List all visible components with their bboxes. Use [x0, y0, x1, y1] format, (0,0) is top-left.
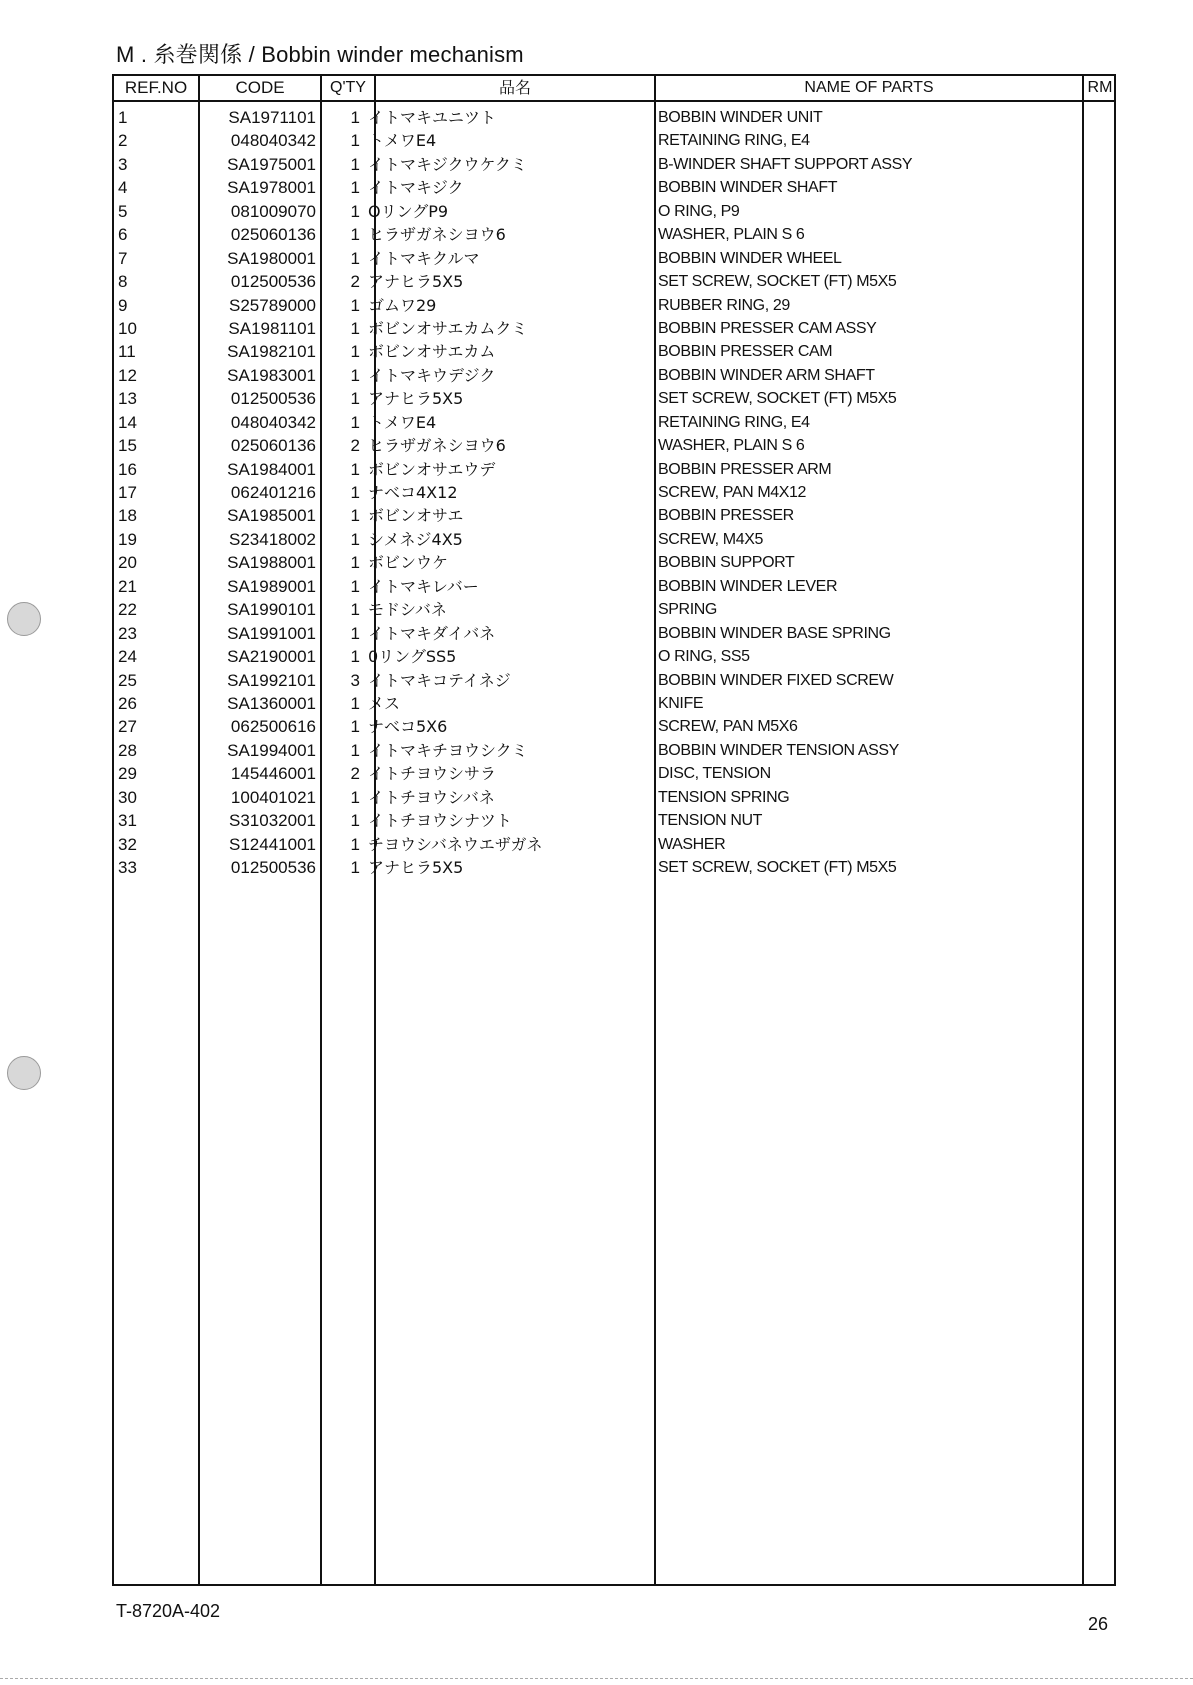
qty-cell: 1: [350, 787, 360, 807]
ref-no-cell: 30: [118, 787, 137, 807]
jp-name-cell: ゴムワ29: [368, 295, 437, 315]
qty-cell: 1: [350, 740, 360, 760]
code-cell: 048040342: [230, 131, 316, 151]
header-name-of-parts: NAME OF PARTS: [804, 79, 934, 96]
qty-cell: 1: [350, 717, 360, 737]
table-row: [114, 762, 1114, 785]
part-name-cell: WASHER, PLAIN S 6: [658, 437, 805, 455]
code-cell: SA2190001: [227, 647, 316, 667]
ref-no-cell: 29: [118, 764, 137, 784]
jp-name-cell: チヨウシバネウエザガネ: [368, 834, 543, 854]
ref-no-cell: 6: [118, 225, 128, 245]
part-name-cell: DISC, TENSION: [658, 765, 771, 783]
scan-edge-line: [0, 1678, 1193, 1679]
part-name-cell: O RING, SS5: [658, 648, 750, 666]
ref-no-cell: 17: [118, 483, 137, 502]
code-cell: SA1992101: [227, 670, 316, 690]
part-name-cell: SET SCREW, SOCKET (FT) M5X5: [658, 859, 897, 876]
qty-cell: 1: [350, 858, 360, 877]
part-name-cell: RETAINING RING, E4: [658, 413, 810, 431]
qty-cell: 1: [350, 483, 360, 502]
jp-name-cell: アナヒラ5X5: [368, 272, 464, 292]
ref-no-cell: 8: [118, 272, 128, 292]
jp-name-cell: ナベコ5X6: [368, 717, 448, 737]
ref-no-cell: 28: [118, 740, 137, 760]
ref-no-cell: 25: [118, 670, 137, 690]
part-name-cell: BOBBIN SUPPORT: [658, 554, 795, 572]
qty-cell: 1: [350, 553, 360, 573]
table-row: [114, 715, 1114, 738]
ref-no-cell: 22: [118, 600, 137, 620]
table-row: [114, 247, 1114, 270]
code-cell: 025060136: [230, 225, 316, 245]
qty-cell: 1: [350, 389, 360, 409]
part-name-cell: BOBBIN WINDER LEVER: [658, 577, 838, 595]
part-name-cell: SET SCREW, SOCKET (FT) M5X5: [658, 273, 897, 291]
ref-no-cell: 14: [118, 412, 137, 432]
ref-no-cell: 31: [118, 811, 137, 831]
jp-name-cell: イトマキチヨウシクミ: [368, 740, 528, 760]
ref-no-cell: 1: [118, 108, 128, 127]
table-row: [114, 317, 1114, 340]
code-cell: S23418002: [229, 529, 316, 549]
table-row: [114, 200, 1114, 223]
part-name-cell: BOBBIN PRESSER ARM: [658, 460, 832, 478]
qty-cell: 1: [350, 811, 360, 831]
table-row: [114, 340, 1114, 363]
jp-name-cell: 0リングSS5: [368, 647, 457, 667]
jp-name-cell: ボビンウケ: [368, 553, 449, 573]
ref-no-cell: 7: [118, 248, 128, 268]
table-row: [114, 387, 1114, 410]
code-cell: SA1989001: [227, 576, 316, 596]
code-cell: SA1984001: [227, 459, 316, 479]
ref-no-cell: 4: [118, 178, 128, 198]
code-cell: 062401216: [230, 483, 316, 502]
jp-name-cell: イトマキクルマ: [368, 248, 480, 268]
table-row: [114, 833, 1114, 856]
table-row: [114, 622, 1114, 645]
part-name-cell: BOBBIN WINDER TENSION ASSY: [658, 741, 899, 759]
qty-cell: 1: [350, 108, 360, 127]
qty-cell: 2: [350, 436, 360, 456]
table-row: [114, 598, 1114, 621]
jp-name-cell: イトマキダイバネ: [368, 623, 496, 643]
qty-cell: 1: [350, 318, 360, 338]
jp-name-cell: ナベコ4X12: [368, 483, 458, 502]
qty-cell: 1: [350, 693, 360, 713]
part-name-cell: TENSION NUT: [658, 812, 763, 830]
part-name-cell: BOBBIN PRESSER CAM ASSY: [658, 319, 877, 337]
table-row: [114, 504, 1114, 527]
qty-cell: 1: [350, 178, 360, 198]
punch-hole: [7, 602, 41, 636]
part-name-cell: WASHER: [658, 835, 726, 853]
code-cell: SA1994001: [227, 740, 316, 760]
ref-no-cell: 13: [118, 389, 137, 409]
jp-name-cell: ボビンオサエカム: [368, 342, 496, 362]
part-name-cell: WASHER, PLAIN S 6: [658, 226, 805, 244]
qty-cell: 1: [350, 131, 360, 151]
qty-cell: 1: [350, 459, 360, 479]
ref-no-cell: 27: [118, 717, 137, 737]
qty-cell: 3: [350, 670, 360, 690]
part-name-cell: SCREW, PAN M4X12: [658, 484, 807, 501]
qty-cell: 1: [350, 295, 360, 315]
ref-no-cell: 11: [118, 342, 136, 362]
code-cell: 012500536: [230, 858, 316, 877]
table-row: [114, 669, 1114, 692]
code-cell: 025060136: [230, 436, 316, 456]
code-cell: SA1981101: [228, 318, 316, 338]
jp-name-cell: トメワE4: [368, 131, 437, 151]
code-cell: S31032001: [229, 811, 316, 831]
ref-no-cell: 9: [118, 295, 128, 315]
part-name-cell: B-WINDER SHAFT SUPPORT ASSY: [658, 155, 913, 173]
qty-cell: 1: [350, 576, 360, 596]
code-cell: SA1982101: [227, 342, 316, 362]
table-row: [114, 129, 1114, 152]
jp-name-cell: イトマキユニツト: [368, 108, 497, 127]
ref-no-cell: 33: [118, 858, 137, 877]
jp-name-cell: トメワE4: [368, 412, 437, 432]
qty-cell: 1: [350, 225, 360, 245]
table-row: [114, 176, 1114, 199]
table-row: [114, 551, 1114, 574]
code-cell: SA1990101: [227, 600, 316, 620]
page-number: 26: [1088, 1614, 1109, 1634]
table-row: [114, 739, 1114, 762]
jp-name-cell: イトマキジク: [368, 178, 464, 198]
part-name-cell: SCREW, M4X5: [658, 530, 763, 548]
jp-name-cell: モドシバネ: [368, 600, 447, 620]
code-cell: 062500616: [230, 717, 316, 737]
part-name-cell: RUBBER RING, 29: [658, 296, 790, 314]
qty-cell: 1: [350, 623, 360, 643]
part-name-cell: BOBBIN WINDER UNIT: [658, 109, 823, 126]
ref-no-cell: 32: [118, 834, 137, 854]
code-cell: SA1978001: [227, 178, 316, 198]
part-name-cell: SCREW, PAN M5X6: [658, 718, 798, 736]
part-name-cell: BOBBIN PRESSER CAM: [658, 343, 833, 361]
part-name-cell: BOBBIN WINDER FIXED SCREW: [658, 671, 894, 689]
ref-no-cell: 21: [118, 576, 137, 596]
punch-hole: [7, 1056, 41, 1090]
ref-no-cell: 10: [118, 318, 137, 338]
code-cell: 012500536: [230, 389, 316, 409]
table-row: [114, 575, 1114, 598]
part-name-cell: BOBBIN WINDER BASE SPRING: [658, 624, 891, 642]
part-name-cell: TENSION SPRING: [658, 788, 790, 806]
table-row: [114, 223, 1114, 246]
qty-cell: 1: [350, 506, 360, 526]
code-cell: SA1360001: [227, 693, 316, 713]
ref-no-cell: 3: [118, 154, 128, 174]
qty-cell: 1: [350, 834, 360, 854]
header-code: CODE: [235, 78, 285, 97]
code-cell: S12441001: [229, 834, 316, 854]
jp-name-cell: アナヒラ5X5: [368, 389, 464, 409]
ref-no-cell: 24: [118, 647, 137, 667]
code-cell: SA1988001: [227, 553, 316, 573]
table-row: [114, 411, 1114, 434]
jp-name-cell: イトマキウデジク: [368, 365, 496, 385]
table-row: [114, 645, 1114, 668]
part-name-cell: KNIFE: [658, 694, 704, 712]
part-name-cell: BOBBIN WINDER ARM SHAFT: [658, 366, 875, 384]
jp-name-cell: イトチヨウシナツト: [368, 811, 512, 831]
qty-cell: 1: [350, 412, 360, 432]
table-row: [114, 294, 1114, 317]
parts-table: [112, 74, 1116, 1586]
page-title: M . 糸巻関係 / Bobbin winder mechanism: [116, 42, 524, 67]
table-row: [114, 270, 1114, 293]
table-row: [114, 528, 1114, 551]
jp-name-cell: OリングP9: [368, 201, 449, 221]
jp-name-cell: ボビンオサエ: [368, 506, 464, 526]
header-jp-name: 品名: [498, 78, 531, 97]
header-rm: RM: [1087, 79, 1113, 96]
part-name-cell: SPRING: [658, 601, 717, 619]
table-row: [114, 786, 1114, 809]
table-body: [114, 106, 1114, 879]
ref-no-cell: 19: [118, 529, 137, 549]
table-header: [114, 76, 1114, 102]
ref-no-cell: 18: [118, 506, 137, 526]
code-cell: SA1991001: [227, 623, 316, 643]
document-code: T-8720A-402: [116, 1601, 221, 1621]
qty-cell: 1: [350, 365, 360, 385]
table-row: [114, 692, 1114, 715]
qty-cell: 1: [350, 201, 360, 221]
part-name-cell: BOBBIN WINDER WHEEL: [658, 249, 842, 267]
ref-no-cell: 20: [118, 553, 137, 573]
jp-name-cell: シメネジ4X5: [368, 529, 463, 549]
table-row: [114, 458, 1114, 481]
ref-no-cell: 12: [118, 365, 137, 385]
part-name-cell: RETAINING RING, E4: [658, 132, 810, 150]
qty-cell: 2: [350, 764, 360, 784]
jp-name-cell: ボビンオサエカムクミ: [368, 318, 528, 338]
code-cell: SA1983001: [227, 365, 316, 385]
table-row: [114, 364, 1114, 387]
jp-name-cell: ボビンオサエウデ: [368, 459, 496, 479]
table-row: [114, 153, 1114, 176]
jp-name-cell: イトマキコテイネジ: [368, 670, 511, 690]
qty-cell: 1: [350, 600, 360, 620]
code-cell: SA1980001: [227, 248, 316, 268]
code-cell: 048040342: [230, 412, 316, 432]
part-name-cell: SET SCREW, SOCKET (FT) M5X5: [658, 390, 897, 408]
qty-cell: 1: [350, 154, 360, 174]
code-cell: 145446001: [230, 764, 316, 784]
header-qty: Q'TY: [330, 79, 366, 96]
ref-no-cell: 26: [118, 693, 137, 713]
ref-no-cell: 2: [118, 131, 128, 151]
jp-name-cell: イトチヨウシバネ: [368, 787, 495, 807]
jp-name-cell: ヒラザガネシヨウ6: [368, 436, 506, 456]
part-name-cell: O RING, P9: [658, 202, 740, 220]
jp-name-cell: ヒラザガネシヨウ6: [368, 225, 506, 245]
part-name-cell: BOBBIN PRESSER: [658, 507, 794, 525]
qty-cell: 1: [350, 248, 360, 268]
code-cell: SA1975001: [227, 154, 316, 174]
qty-cell: 2: [350, 272, 360, 292]
ref-no-cell: 16: [118, 459, 137, 479]
code-cell: 081009070: [230, 201, 316, 221]
code-cell: 012500536: [230, 272, 316, 292]
code-cell: S25789000: [229, 295, 316, 315]
code-cell: SA1971101: [228, 108, 316, 127]
jp-name-cell: イトマキジクウケクミ: [368, 154, 527, 174]
jp-name-cell: アナヒラ5X5: [368, 858, 464, 877]
qty-cell: 1: [350, 342, 360, 362]
code-cell: 100401021: [230, 787, 316, 807]
ref-no-cell: 15: [118, 436, 137, 456]
header-ref-no: REF.NO: [124, 78, 188, 97]
jp-name-cell: イトチヨウシサラ: [368, 764, 497, 784]
ref-no-cell: 5: [118, 201, 128, 221]
jp-name-cell: メス: [368, 693, 401, 713]
jp-name-cell: イトマキレバー: [368, 576, 479, 596]
ref-no-cell: 23: [118, 623, 137, 643]
table-row: [114, 434, 1114, 457]
part-name-cell: BOBBIN WINDER SHAFT: [658, 179, 838, 197]
table-row: [114, 481, 1114, 504]
qty-cell: 1: [350, 529, 360, 549]
qty-cell: 1: [350, 647, 360, 667]
table-row: [114, 106, 1114, 129]
code-cell: SA1985001: [227, 506, 316, 526]
table-row: [114, 856, 1114, 879]
table-row: [114, 809, 1114, 832]
